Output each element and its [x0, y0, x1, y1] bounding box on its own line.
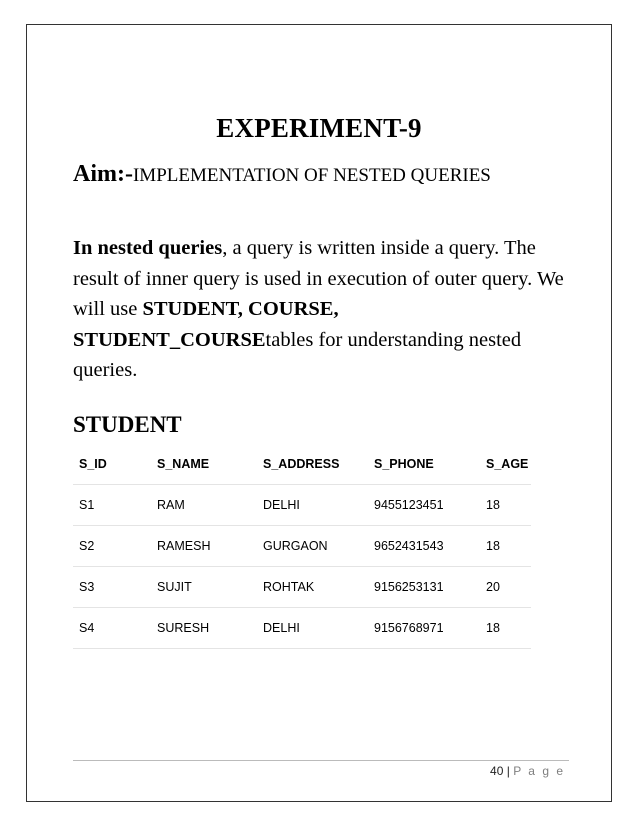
table-cell: S3 — [73, 567, 151, 608]
table-cell: ROHTAK — [257, 567, 368, 608]
table-cell: 18 — [480, 485, 531, 526]
page-footer — [490, 764, 565, 778]
experiment-heading: EXPERIMENT-9 — [216, 113, 422, 143]
table-row — [73, 567, 531, 608]
aim-line — [73, 161, 491, 188]
aim-text: IMPLEMENTATION OF NESTED QUERIES — [132, 165, 491, 186]
table-cell: 20 — [480, 567, 531, 608]
footer-divider — [73, 760, 569, 761]
para-text-1: , a query is written inside a query. The result of inner query is used in execution of outer query. We will use — [73, 237, 564, 320]
table-cell: 9156253131 — [368, 567, 480, 608]
para-bold-lead: In nested queries — [73, 237, 223, 259]
header-cell: S_PHONE — [368, 444, 480, 485]
table-cell: RAM — [151, 485, 257, 526]
intro-paragraph — [73, 233, 573, 386]
header-cell: S_AGE — [480, 444, 531, 485]
table-cell: 18 — [480, 608, 531, 649]
header-cell: S_NAME — [151, 444, 257, 485]
table-cell: 18 — [480, 526, 531, 567]
table-cell: SURESH — [151, 608, 257, 649]
table-row — [73, 485, 531, 526]
table-row — [73, 526, 531, 567]
student-table — [73, 444, 531, 649]
table-cell: S2 — [73, 526, 151, 567]
table-title: STUDENT — [73, 412, 182, 437]
table-header-row — [73, 444, 531, 485]
para-bold-tables: STUDENT, COURSE, STUDENT_COURSE — [73, 298, 339, 351]
table-cell: SUJIT — [151, 567, 257, 608]
table-cell: 9156768971 — [368, 608, 480, 649]
table-cell: DELHI — [257, 485, 368, 526]
page-word: P a g e — [513, 764, 565, 778]
table-cell: RAMESH — [151, 526, 257, 567]
footer-separator: | — [503, 764, 514, 778]
page-number: 40 — [490, 764, 504, 778]
table-cell: DELHI — [257, 608, 368, 649]
aim-label: Aim:- — [73, 161, 133, 187]
table-cell: S4 — [73, 608, 151, 649]
table-cell: S1 — [73, 485, 151, 526]
table-cell: GURGAON — [257, 526, 368, 567]
header-cell: S_ADDRESS — [257, 444, 368, 485]
table-row — [73, 608, 531, 649]
table-cell: 9455123451 — [368, 485, 480, 526]
header-cell: S_ID — [73, 444, 151, 485]
para-text-2: tables for understanding nested queries. — [73, 328, 522, 381]
table-cell: 9652431543 — [368, 526, 480, 567]
